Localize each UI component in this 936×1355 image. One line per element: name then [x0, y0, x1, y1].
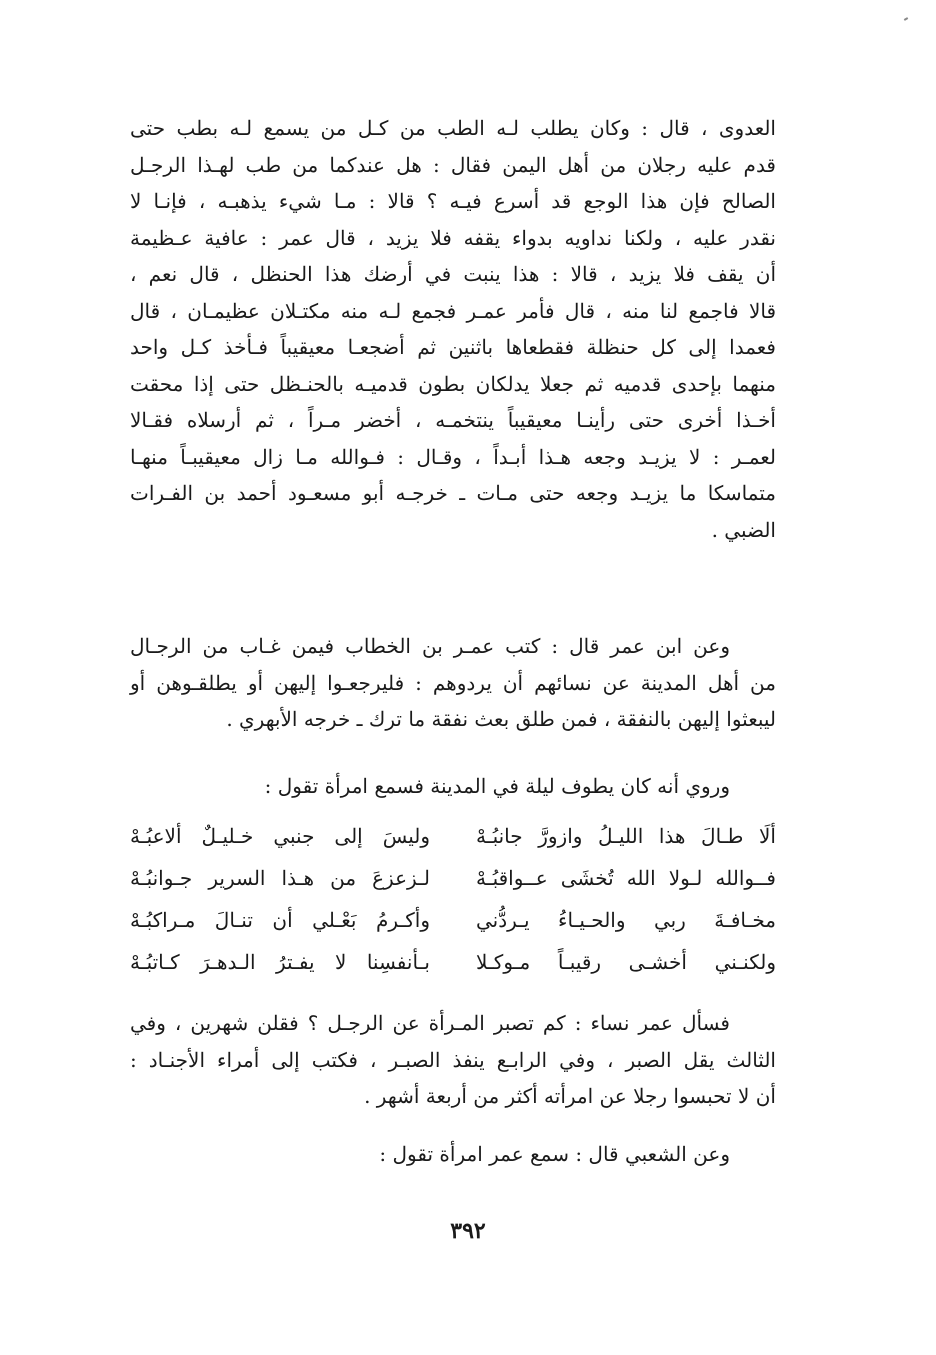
- text-line: فسأل عمر نساء : كم تصبر المـرأة عن الرجـل ؟ فقلن شهرين ، وفي: [130, 1011, 730, 1035]
- text-line: الثالث يقل الصبر ، وفي الرابـع ينفذ الصبـر ، فكتب إلى أمراء الأجنـاد :: [130, 1047, 776, 1072]
- verse-second-half: لـزعزعَ من هـذا السرير جـوانبُـهْ: [130, 866, 430, 890]
- text-line: الضبي .: [711, 517, 776, 542]
- verse-first-half: فــوالله لـولا الله تُخشَى عــواقبُـهْ: [476, 866, 776, 890]
- text-line: وروي أنه كان يطوف ليلة في المدينة فسمع امرأة تقول :: [264, 774, 730, 798]
- verse-second-half: وليسَ إلى جنبي خـليـلٌ ألاعبُـهْ: [130, 824, 430, 848]
- paragraph-shabi: [130, 1136, 776, 1173]
- text-line: نقدر عليه ، ولكنا نداويه بدواء يقفه فلا يزيد ، قال عمر : عافية عـظيمة: [130, 225, 776, 250]
- poem-verse: [130, 899, 776, 941]
- text-line: أن يقف فلا يزيد ، قالا : هذا ينبت في أرضك هذا الحنظل ، قال نعم ،: [130, 262, 776, 286]
- text-line: أخـذا أخرى حتى رأينـا معيقيباً ينتخمـه ، أخضر مـراً ، ثم أرسلاه فقـالا: [130, 408, 776, 432]
- text-line: العدوى ، قال : وكان يطلب لـه الطب من كـل من يسمع لـه بطب حتى: [130, 116, 776, 140]
- text-line: وعن ابن عمر قال : كتب عمـر بن الخطاب فيمن غـاب من الرجـال: [130, 634, 730, 658]
- poem-verse: [130, 857, 776, 899]
- verse-second-half: بـأنفسِنا لا يفـترُ الـدهـرَ كـاتبُـهْ: [130, 950, 430, 974]
- text-line: وعن الشعبي قال : سمع عمر امرأة تقول :: [379, 1142, 730, 1166]
- poem-verse: [130, 941, 776, 983]
- text-line: لعمـر : لا يزيـد وجعه هـذا أبـداً ، وقـال : فـوالله مـا زال معيقيبـاً منهـا: [130, 444, 776, 469]
- verse-second-half: وأكـرمُ بَعْـلي أن تنـالَ مـراكبُـهْ: [130, 908, 430, 932]
- text-line: ليبعثوا إليهن بالنفقة ، فمن طلق بعث نفقة ما ترك ـ خرجه الأبهري .: [226, 707, 776, 731]
- page-number: ٣٩٢: [450, 1218, 486, 1244]
- text-line: قدم عليه رجلان من أهل اليمن فقال : هل عندكما من طب لهـذا الرجـل: [130, 152, 776, 177]
- scan-speck: [904, 17, 908, 21]
- text-line: من أهل المدينة عن نسائهم أن يردوهم : فليرجعـوا إليهن أو يطلقـوهن أو: [130, 670, 776, 695]
- paragraph-absent-men: [130, 628, 776, 738]
- verse-first-half: ولكنـني أخشـى رقيبـاً مـوكـلا: [476, 950, 776, 974]
- text-line: فعمدا إلى كل حنظلة فقطعاها باثنين ثم أضجعـا معيقيباً فـأخذ كـل واحد: [130, 335, 776, 359]
- verse-first-half: مخـافـةَ ربي والحـيـاءُ يـردُّني: [476, 908, 776, 932]
- paragraph-medical-story: [130, 110, 776, 548]
- text-line: منهما بإحدى قدميه ثم جعلا يدلكان بطون قدميـه بالحنـظل حتى إذا محقت: [130, 371, 776, 396]
- paragraph-women-patience: [130, 1005, 776, 1115]
- text-line: الصالح فإن هذا الوجع قد أسرع فيـه ؟ قالا : مـا شيء يذهبـه ، فإنـا لا: [130, 189, 776, 213]
- poem-verse: [130, 815, 776, 857]
- text-line: متماسكا ما يزيـد وجعه حتى مـات ـ خرجـه أبو مسعـود أحمد بن الفـرات: [130, 481, 776, 505]
- paragraph-night-walk: [130, 768, 776, 805]
- poem: [130, 815, 776, 983]
- verse-first-half: ألَا طـالَ هذا الليـلُ وازورَّ جانبُـهْ: [476, 824, 776, 848]
- text-line: قالا فاجمع لنا منه ، قال فأمر عمـر فجمع لـه منه مكتـلان عظيمـان ، قال: [130, 298, 776, 323]
- text-line: أن لا تحبسوا رجلا عن امرأته أكثر من أربعة أشهر .: [364, 1084, 776, 1108]
